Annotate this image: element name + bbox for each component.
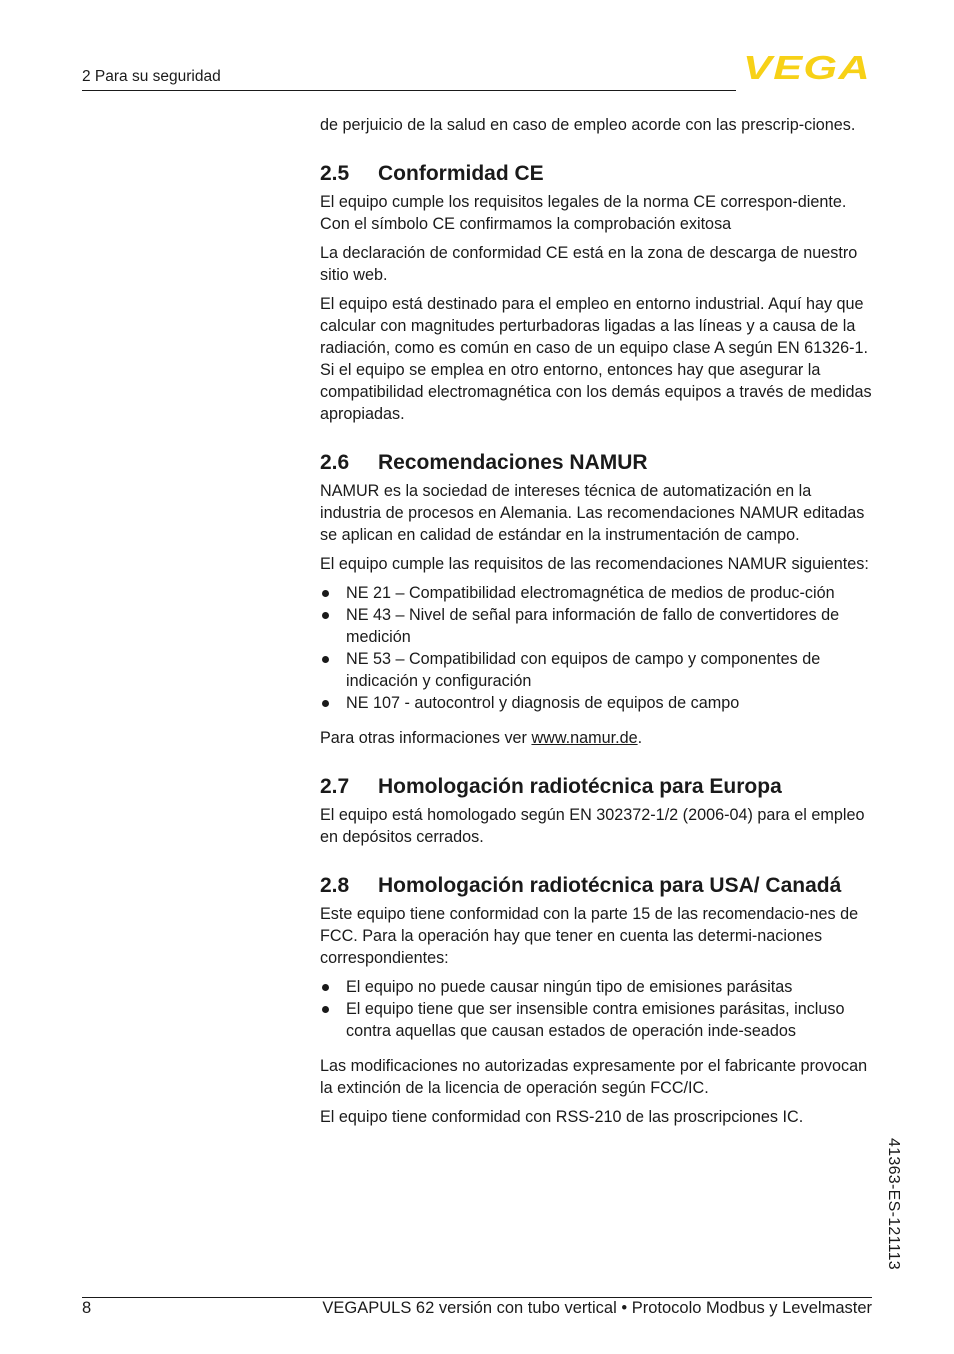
bullet-list: [320, 976, 876, 1042]
vega-logo: [742, 52, 872, 82]
section-title: Homologación radiotécnica para USA/ Canadá: [378, 874, 842, 897]
paragraph: El equipo tiene conformidad con RSS-210 de las proscripciones IC.: [320, 1108, 804, 1126]
footer-divider: [82, 1297, 872, 1298]
list-item: NE 43 – Nivel de señal para información de fallo de convertidores de medición: [320, 604, 876, 648]
list-item: El equipo no puede causar ningún tipo de emisiones parásitas: [320, 976, 876, 998]
paragraph: La declaración de conformidad CE está en la zona de descarga de nuestro sitio web.: [320, 244, 858, 284]
text: .: [637, 729, 643, 747]
bullet-list: [320, 582, 876, 714]
intro-paragraph: de perjuicio de la salud en caso de empleo acorde con las prescrip-ciones.: [320, 116, 856, 134]
text: Para otras informaciones ver: [320, 729, 532, 747]
running-header: 2 Para su seguridad: [82, 68, 221, 85]
section-title: Homologación radiotécnica para Europa: [378, 775, 782, 798]
namur-link[interactable]: www.namur.de: [531, 729, 638, 747]
list-item: NE 53 – Compatibilidad con equipos de campo y componentes de indicación y configuración: [320, 648, 876, 692]
paragraph: Las modificaciones no autorizadas expresamente por el fabricante provocan la extinción de la licencia de operación según FCC/IC.: [320, 1057, 868, 1097]
section-title: Conformidad CE: [378, 162, 544, 185]
section-heading-2-5: [320, 160, 876, 187]
paragraph: [320, 727, 876, 749]
paragraph: El equipo cumple las requisitos de las recomendaciones NAMUR siguientes:: [320, 555, 869, 573]
paragraph: El equipo está homologado según EN 302372-1/2 (2006-04) para el empleo en depósitos cerrados.: [320, 806, 865, 846]
main-content: [320, 114, 876, 1135]
footer-title: VEGAPULS 62 versión con tubo vertical • Protocolo Modbus y Levelmaster: [322, 1299, 872, 1317]
section-heading-2-6: [320, 449, 876, 476]
page-number: 8: [82, 1299, 92, 1317]
list-item: El equipo tiene que ser insensible contra emisiones parásitas, incluso contra aquellas que causan estados de operación inde-seados: [320, 998, 876, 1042]
section-heading-2-8: [320, 872, 876, 899]
list-item: NE 107 - autocontrol y diagnosis de equipos de campo: [320, 692, 876, 714]
paragraph: El equipo cumple los requisitos legales de la norma CE correspon-diente. Con el símbolo CE confirmamos la comprobación exitosa: [320, 193, 847, 233]
section-number: 2.7: [320, 775, 350, 798]
section-number: 2.5: [320, 162, 350, 185]
document-code: 41363-ES-121113: [885, 1138, 902, 1271]
section-number: 2.6: [320, 451, 350, 474]
paragraph: Este equipo tiene conformidad con la parte 15 de las recomendacio-nes de FCC. Para la operación hay que tener en cuenta las determi-naciones correspondientes:: [320, 905, 859, 967]
section-heading-2-7: [320, 773, 876, 800]
paragraph: El equipo está destinado para el empleo en entorno industrial. Aquí hay que calcular con magnitudes perturbadoras ligadas a las líneas y a causa de la radiación, como es común en caso de un equipo clase A según EN 61326-1. Si el equipo se emplea en otro entorno, entonces hay que asegurar la compatibilidad electromagnética con los demás equipos a través de medidas apropiadas.: [320, 295, 872, 423]
svg-text:VEGA: VEGA: [743, 52, 871, 82]
paragraph: NAMUR es la sociedad de intereses técnica de automatización en la industria de procesos en Alemania. Las recomendaciones NAMUR editadas se aplican en calidad de estándar en la instrumentación de campo.: [320, 482, 865, 544]
list-item: NE 21 – Compatibilidad electromagnética de medios de produc-ción: [320, 582, 876, 604]
section-title: Recomendaciones NAMUR: [378, 451, 648, 474]
section-number: 2.8: [320, 874, 350, 897]
header-divider: [82, 90, 736, 91]
